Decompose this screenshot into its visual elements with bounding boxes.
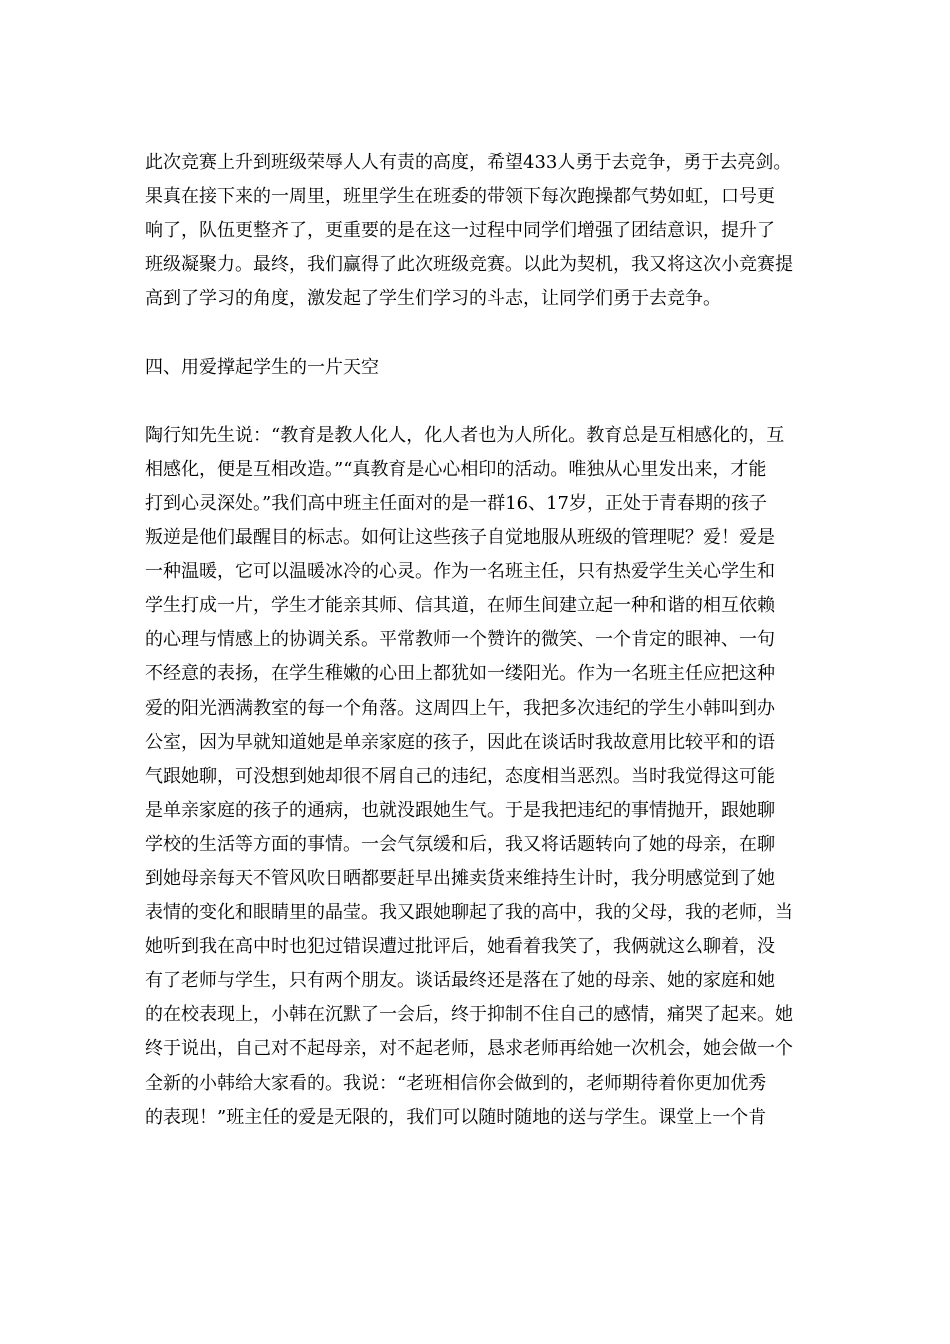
text-line: 不经意的表扬，在学生稚嫩的心田上都犹如一缕阳光。作为一名班主任应把这种 (145, 663, 775, 685)
paragraph-gap (145, 385, 813, 419)
text-line: 打到心灵深处。”我们高中班主任面对的是一群16、17岁，正处于青春期的孩子 (145, 492, 768, 514)
paragraph-competition (145, 146, 813, 316)
paragraph-gap (145, 316, 813, 350)
text-line: 终于说出，自己对不起母亲，对不起老师，恳求老师再给她一次机会，她会做一个 (145, 1038, 793, 1060)
text-line: 公室，因为早就知道她是单亲家庭的孩子，因此在谈话时我故意用比较平和的语 (145, 731, 775, 753)
text-line: 果真在接下来的一周里，班里学生在班委的带领下每次跑操都气势如虹，口号更 (145, 186, 775, 208)
text-line: 相感化，便是互相改造。”“真教育是心心相印的活动。唯独从心里发出来，才能 (145, 458, 767, 480)
section-heading: 四、用爱撑起学生的一片天空 (145, 356, 379, 378)
text-line: 学生打成一片，学生才能亲其师、信其道，在师生间建立起一种和谐的相互依赖 (145, 595, 775, 617)
text-line: 爱的阳光洒满教室的每一个角落。这周四上午，我把多次违纪的学生小韩叫到办 (145, 697, 775, 719)
text-line: 她听到我在高中时也犯过错误遭过批评后，她看着我笑了，我俩就这么聊着，没 (145, 936, 775, 958)
text-line: 的心理与情感上的协调关系。平常教师一个赞许的微笑、一个肯定的眼神、一句 (145, 629, 775, 651)
text-line: 有了老师与学生，只有两个朋友。谈话最终还是落在了她的母亲、她的家庭和她 (145, 970, 775, 992)
text-line: 全新的小韩给大家看的。我说：“老班相信你会做到的，老师期待着你更加优秀 (145, 1072, 767, 1094)
text-line: 学校的生活等方面的事情。一会气氛缓和后，我又将话题转向了她的母亲，在聊 (145, 833, 775, 855)
text-line: 的表现！”班主任的爱是无限的，我们可以随时随地的送与学生。课堂上一个肯 (145, 1106, 767, 1128)
text-line: 的在校表现上，小韩在沉默了一会后，终于抑制不住自己的感情，痛哭了起来。她 (145, 1004, 793, 1026)
document-body (145, 146, 813, 1135)
text-line: 陶行知先生说：“教育是教人化人，化人者也为人所化。教育总是互相感化的，互 (145, 424, 785, 446)
text-line: 响了，队伍更整齐了，更重要的是在这一过程中同学们增强了团结意识，提升了 (145, 220, 775, 242)
text-line: 此次竞赛上升到班级荣辱人人有责的高度，希望433人勇于去竞争，勇于去亮剑。 (145, 152, 792, 173)
text-line: 到她母亲每天不管风吹日晒都要赶早出摊卖货来维持生计时，我分明感觉到了她 (145, 867, 775, 889)
text-line: 叛逆是他们最醒目的标志。如何让这些孩子自觉地服从班级的管理呢？爱！爱是 (145, 527, 775, 549)
text-line: 是单亲家庭的孩子的通病，也就没跟她生气。于是我把违纪的事情抛开，跟她聊 (145, 799, 775, 821)
paragraph-love (145, 419, 813, 1135)
text-line: 一种温暖，它可以温暖冰冷的心灵。作为一名班主任，只有热爱学生关心学生和 (145, 561, 775, 583)
text-line: 班级凝聚力。最终，我们赢得了此次班级竞赛。以此为契机，我又将这次小竞赛提 (145, 254, 793, 276)
text-line: 表情的变化和眼睛里的晶莹。我又跟她聊起了我的高中，我的父母，我的老师，当 (145, 902, 793, 924)
text-line: 高到了学习的角度，激发起了学生们学习的斗志，让同学们勇于去竞争。 (145, 288, 721, 310)
text-line: 气跟她聊，可没想到她却很不屑自己的违纪，态度相当恶烈。当时我觉得这可能 (145, 765, 775, 787)
